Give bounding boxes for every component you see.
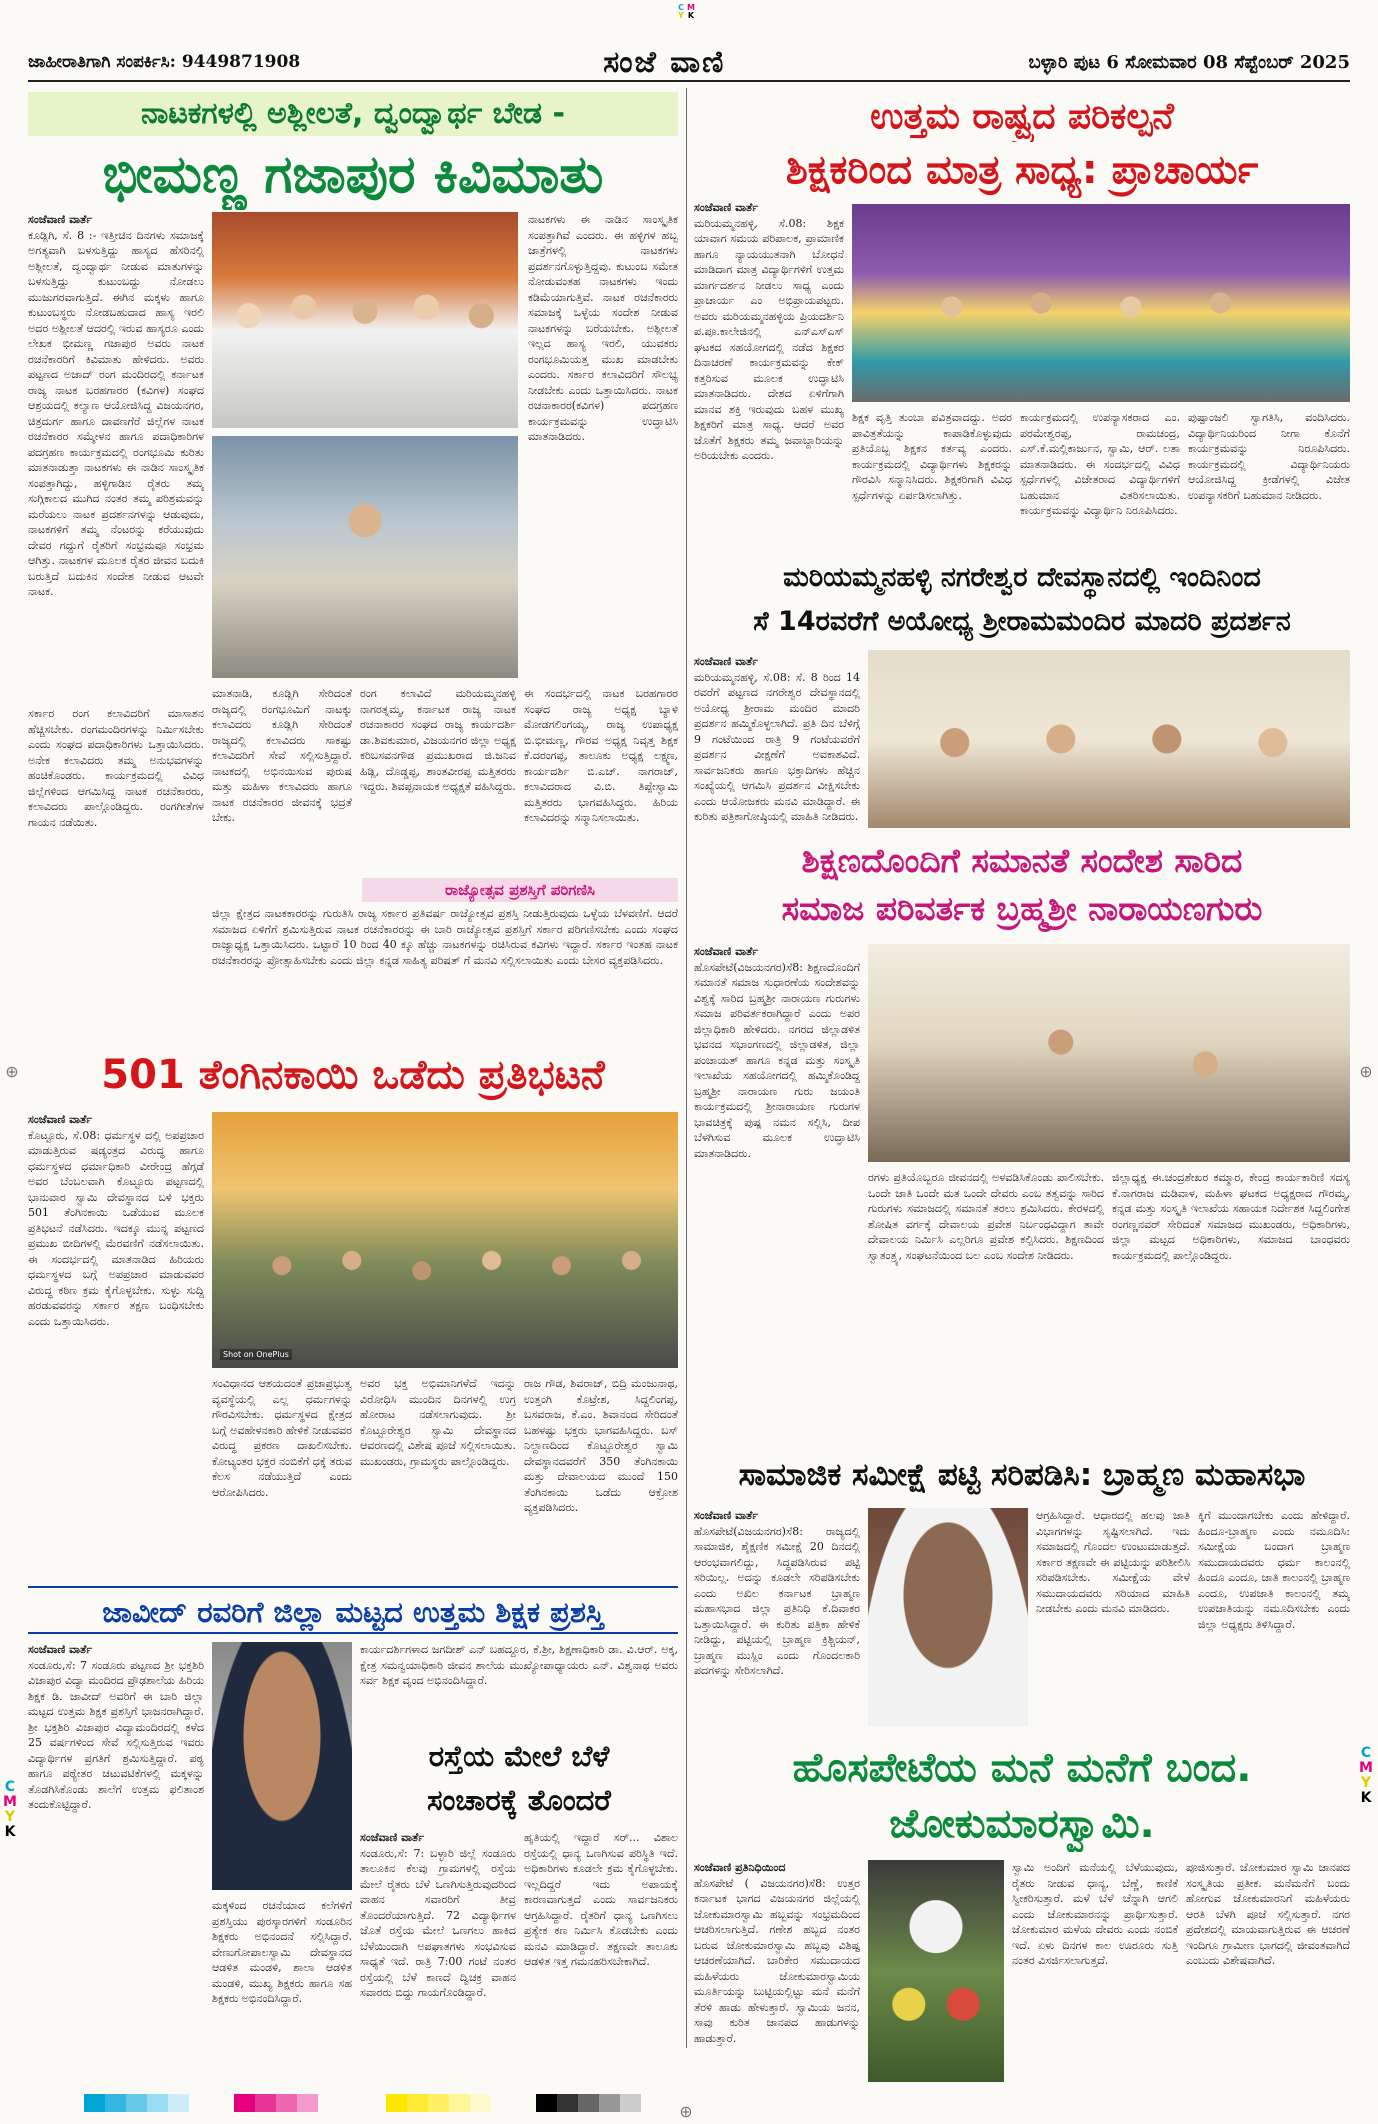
road-body-col-2: ಹೃತಿಯಲ್ಲಿ ಇದ್ದಾರೆ ಸರ್... ವಿಶಾಲ ರಸ್ತೆಯಲ್ಲಿ ಧಾನ್ಯ ಒಣಗಿಸುವ ಪರಿಸ್ಥಿತಿ ಇದೆ. ಅಧಿಕಾರಿಗಳು ಕೂಡಲೇ ಕ್ರಮ ಕೈಗೊಳ್ಳಬೇಕು. ಇಲ್ಲದಿದ್ದರೆ ಇದು ಅಪಾಯಕ್ಕೆ ಕಾರಣವಾಗುತ್ತದೆ ಎಂದು ಸಾರ್ವಜನಿಕರು ಆಗ್ರಹಿಸಿದ್ದಾರೆ. ರೈತರಿಗೆ ಧಾನ್ಯ ಒಣಗಿಸಲು ಪ್ರತ್ಯೇಕ ಕಣ ನಿರ್ಮಿಸಿ ಕೊಡಬೇಕು ಎಂದು ಮನವಿ ಮಾಡಿದ್ದಾರೆ. ತಕ್ಷಣವೇ ತಾಲೂಕು ಆಡಳಿತ ಇತ್ತ ಗಮನಹರಿಸಬೇಕಾಗಿದೆ. bbox=[524, 1831, 678, 1968]
road-body-col-1: ಸಂಜೆವಾಣಿ ವಾರ್ತೆ ಸಂಡೂರು,ಸೆ: 7: ಬಳ್ಳಾರಿ ಜಿಲ್ಲೆ ಸಂಡೂರು ತಾಲೂಕಿನ ಕೆಲವು ಗ್ರಾಮಗಳಲ್ಲಿ ರಸ್ತೆಯ ಮೇಲೆ ರೈತರು ಬೆಳೆ ಒಣಗಿಸುತ್ತಿರುವುದರಿಂದ ವಾಹನ ಸವಾರರಿಗೆ ತೀವ್ರ ತೊಂದರೆಯಾಗುತ್ತಿದೆ. 72 ವಿದ್ಯಾರ್ಥಿಗಳ ಜೊತೆ ರಸ್ತೆಯ ಮೇಲೆ ಒಣಗಲು ಹಾಕಿದ ಬೆಳೆಯಿಂದಾಗಿ ಅಪಘಾತಗಳು ಸಂಭವಿಸುವ ಸಾಧ್ಯತೆ ಇದೆ. ರಾತ್ರಿ 7:00 ಗಂಟೆ ನಂತರ ರಸ್ತೆಯಲ್ಲಿ ಬೆಳೆ ಕಾಣದೆ ದ್ವಿಚಕ್ರ ವಾಹನ ಸವಾರರು ಬಿದ್ದು ಗಾಯಗೊಂಡಿದ್ದಾರೆ. bbox=[360, 1831, 516, 1999]
ayodhya-headline-1: ಮರಿಯಮ್ಮನಹಳ್ಳಿ ನಗರೇಶ್ವರ ದೇವಸ್ಥಾನದಲ್ಲಿ ಇಂದಿನಿಂದ bbox=[783, 562, 1261, 593]
jokumara-headline-1: ಹೊಸಪೇಟೆಯ ಮನೆ ಮನೆಗೆ ಬಂದ. bbox=[792, 1745, 1252, 1791]
jokumara-headline-2: ಜೋಕುಮಾರಸ್ವಾಮಿ. bbox=[889, 1801, 1155, 1847]
registration-mark-bottom: ⊕ bbox=[679, 2102, 693, 2121]
drama-body-col-1: ಸಂಜೆವಾಣಿ ವಾರ್ತೆ ಕೂಡ್ಲಿಗಿ, ಸೆ. 8 :- ಇತ್ತೀಚಿನ ದಿನಗಳು ಸಮಾಜಕ್ಕೆ ಅಗತ್ಯವಾಗಿ ಬಳಸುತ್ತಿದ್ದು ಹಾಸ್ಯದ ಹೆಸರಿನಲ್ಲಿ ಅಶ್ಲೀಲತೆ, ದ್ವಂದ್ವಾರ್ಥ ನೀಡುವ ಮಾತುಗಳನ್ನು ಬಳಸುತ್ತಿದ್ದು ಕುಟುಂಬದ್ದು ನೋಡಲು ಮುಜುಗರವಾಗುತ್ತಿದೆ. ಈಗಿನ ಮಕ್ಕಳು ಹಾಗೂ ಕುಟುಂಬಸ್ಥರು ನೋಡಬಹುದಾದ ಹಾಸ್ಯ ಇರಲಿ ಅದರ ಅಶ್ಲೀಲತೆ ಆದರಲ್ಲಿ ಇರುವ ಹಾಸ್ಯರೂ ಎಂದು ಲೇಖಕ ಭೀಮಣ್ಣ ಗಜಾಪುರ ಅವರು ನಾಟಕ ರಚನೆಕಾರರಿಗೆ ಕಿವಿಮಾತು ಹೇಳಿದರು. ಅವರು ಪಟ್ಟಣದ ಅಜಾದ್ ರಂಗ ಮಂದಿರದಲ್ಲಿ ಕರ್ನಾಟಕ ರಾಜ್ಯ ನಾಟಕ ಬರಹಗಾರರ (ಕವಿಗಳ) ಸಂಘದ ಆಶ್ರಯದಲ್ಲಿ ಕಲ್ಯಾಣ ಆಯೋಜಿಸಿದ್ದ ವಿಜಯನಗರ, ಚಿತ್ರದುರ್ಗ ಹಾಗೂ ದಾವಣಗೆರೆ ಜಿಲ್ಲೆಗಳ ನಾಟಕ ರಚನೆಕಾರರ ಸಮ್ಮೇಳನ ಹಾಗೂ ಪದಾಧಿಕಾರಿಗಳ ಪದಗ್ರಹಣ ಕಾರ್ಯಕ್ರಮದಲ್ಲಿ ರಂಗಭೂಮಿ ಕುರಿತು ಮಾತನಾಡುತ್ತಾ ನಾಟಕಗಳು ಈ ನಾಡಿನ ಸಾಂಸ್ಕೃತಿಕ ಸಂಪತ್ತಾಗಿದ್ದು, ಹಳ್ಳಿಗಾಡಿನ ರೈತರು ತಮ್ಮ ಸುಗ್ಗಿಕಾಲದ ಮುಗಿದ ನಂತರ ತಮ್ಮ ಪರಿಶ್ರಮವನ್ನು ಮರೆಯಲು ನಾಟಕ ಪ್ರದರ್ಶನಗಳನ್ನು ಆಡುವುದು, ನಾಟಕಗಳಿಗೆ ತಮ್ಮ ನೆಂಟರನ್ನು ಕರೆಯುವುದು ದೇವರ ಗದ್ದುಗೆ ರೈತರಿಗೆ ಸಂಭ್ರಮವೂ ಸಂಭ್ರಮ ಆಗಿತ್ತು. ನಾಟಕಗಳ ಮೂಲಕ ರೈತರ ಜೀವನ ಬದುಕಿ ಬರುತ್ತಿದೆ ಬದುಕಿನ ಸಂದೇಶ ನೀಡುವ ಆಟವೇ ನಾಟಕ. bbox=[28, 213, 204, 598]
drama-body-col-4b: ಈ ಸಂದರ್ಭದಲ್ಲಿ ನಾಟಕ ಬರಹಗಾರರ ಸಂಘದ ರಾಜ್ಯ ಅಧ್ಯಕ್ಷ ಬ್ಯಾಳಿ ಮೋಡಗಲಿಂಗಯ್ಯ, ರಾಜ್ಯ ಉಪಾಧ್ಯಕ್ಷ ಬಿ.ಭೀಮಣ್ಣ, ಗೌರವ ಅಧ್ಯಕ್ಷ ನಿವೃತ್ತ ಶಿಕ್ಷಕ ಕೆ.ದರಂಗಪ್ಪ, ತಾಲೂಕು ಅಧ್ಯಕ್ಷ ಲಕ್ಷ್ಮಣ, ಕಾರ್ಯದರ್ಶಿ ಬಿ.ಎಚ್. ನಾಗರಾಜ್, ಕಲಾವಿದರಾದ ವಿ.ಬಿ. ತಿಪ್ಪೇಸ್ವಾಮಿ ಮತ್ತಿತರರು ಭಾಗವಹಿಸಿದ್ದರು. ಹಿರಿಯ ಕಲಾವಿದರನ್ನು ಸನ್ಮಾನಿಸಲಾಯಿತು. bbox=[524, 687, 678, 824]
coconut-body-col-4: ರಾಜ ಗೌಡ, ಶಿವರಾಜ್, ಬಿದ್ರಿ ಮಂಜುನಾಥ, ಉತ್ತಂಗಿ ಕೊಟ್ರೇಶ, ಸಿದ್ದಲಿಂಗಪ್ಪ, ಬಸವರಾಜ, ಕೆ.ಎಂ. ಶಿವಾನಂದ ಸೇರಿದಂತೆ ಬಹಳಷ್ಟು ಭಕ್ತರು ಭಾಗವಹಿಸಿದ್ದರು. ಬಸ್ ನಿಲ್ದಾಣದಿಂದ ಕೊಟ್ಟೂರೇಶ್ವರ ಸ್ವಾಮಿ ದೇವಸ್ಥಾನದವರೆಗೆ 350 ತೆಂಗಿನಕಾಯಿ ಮತ್ತು ದೇವಾಲಯದ ಮುಂದೆ 150 ತೆಂಗಿನಕಾಯಿ ಒಡೆದು ಆಕ್ರೋಶ ವ್ಯಕ್ತಪಡಿಸಿದರು. bbox=[524, 1377, 678, 1514]
ideal-nation-body-col-1: ಸಂಜೆವಾಣಿ ವಾರ್ತೆ ಮರಿಯಮ್ಮನಹಳ್ಳಿ, ಸೆ.08: ಶಿಕ್ಷಕ ಯಾವಾಗ ಸಮಯ ಪರಿಪಾಲಕ, ಪ್ರಾಮಾಣಿಕ ಹಾಗೂ ನ್ಯಾಯಯುತನಾಗಿ ಬೋಧನೆ ಮಾಡಿದಾಗ ಮಾತ್ರ ವಿದ್ಯಾರ್ಥಿಗಳಿಗೆ ಉತ್ತಮ ಮಾರ್ಗದರ್ಶನ ನೀಡಲು ಸಾಧ್ಯ ಎಂದು ಪ್ರಾಚಾರ್ಯ ಎಂ ಅಭಿಪ್ರಾಯಪಟ್ಟರು. ಅವರು ಮರಿಯಮ್ಮನಹಳ್ಳಿಯ ಪ್ರಿಯದರ್ಶಿನಿ ಪ.ಪೂ.ಕಾಲೇಜಿನಲ್ಲಿ ಎನ್ಎಸ್ಎಸ್ ಘಟಕದ ಸಹಯೋಗದಲ್ಲಿ ನಡೆದ ಶಿಕ್ಷಕರ ದಿನಾಚರಣೆ ಕಾರ್ಯಕ್ರಮವನ್ನು ಕೇಕ್ ಕತ್ತರಿಸುವ ಮೂಲಕ ಉದ್ಘಾಟಿಸಿ ಮಾತನಾಡಿದರು. ದೇಶದ ಏಳಿಗೆಗಾಗಿ ಮಾನವ ಶಕ್ತಿ ಇರುವುದು ಬಹಳ ಮುಖ್ಯ ಶಿಕ್ಷಕರಿಗೆ ಮಾತ್ರ ಸಾಧ್ಯ. ಆದರೆ ಅವರ ಜೊತೆಗೆ ಶಿಕ್ಷಕರು ತಮ್ಮ ಜವಾಬ್ದಾರಿಯನ್ನು ಅರಿಯಬೇಕು ಎಂದರು. bbox=[694, 201, 844, 462]
drama-headline-2: ಭೀಮಣ್ಣ ಗಜಾಪುರ ಕಿವಿಮಾತು bbox=[102, 145, 604, 205]
teacher-body-col-1: ಸಂಜೆವಾಣಿ ವಾರ್ತೆ ಸಂಡೂರು,ಸೆ: 7 ಸಂಡೂರು ಪಟ್ಟಣದ ಶ್ರೀ ಭಕ್ತಶಿರಿ ವಿಜಾಪುರ ವಿದ್ಯಾ ಮಂದಿರದ ಪ್ರೌಢಶಾಲೆಯ ಹಿರಿಯ ಶಿಕ್ಷಕ ಡಿ. ಜಾವೀದ್ ಅವರಿಗೆ ಈ ಬಾರಿ ಜಿಲ್ಲಾ ಮಟ್ಟದ ಉತ್ತಮ ಶಿಕ್ಷಕ ಪ್ರಶಸ್ತಿಗೆ ಭಾಜನರಾಗಿದ್ದಾರೆ. ಶ್ರೀ ಭಕ್ತಶಿರಿ ವಿಜಾಪುರ ವಿದ್ಯಾಮಂದಿರದಲ್ಲಿ ಕಳೆದ 25 ವರ್ಷಗಳಿಂದ ಸೇವೆ ಸಲ್ಲಿಸುತ್ತಿರುವ ಇವರು ವಿದ್ಯಾರ್ಥಿಗಳ ಪ್ರಗತಿಗೆ ಶ್ರಮಿಸುತ್ತಿದ್ದಾರೆ. ಪಠ್ಯ ಹಾಗೂ ಪಠ್ಯೇತರ ಚಟುವಟಿಕೆಗಳಲ್ಲಿ ಮಕ್ಕಳನ್ನು ತೊಡಗಿಸಿಕೊಂಡು ಶಾಲೆಗೆ ಉತ್ತಮ ಫಲಿತಾಂಶ ತಂದುಕೊಟ್ಟಿದ್ದಾರೆ. bbox=[28, 1643, 204, 1811]
rajyotsava-box-title: ರಾಜ್ಯೋತ್ಸವ ಪ್ರಶಸ್ತಿಗೆ ಪರಿಗಣಿಸಿ bbox=[362, 878, 678, 902]
narayanaguru-headline-1: ಶಿಕ್ಷಣದೊಂದಿಗೆ ಸಮಾನತೆ ಸಂದೇಶ ಸಾರಿದ bbox=[801, 841, 1243, 880]
drama-body-col-4: ನಾಟಕಗಳು ಈ ನಾಡಿನ ಸಾಂಸ್ಕೃತಿಕ ಸಂಪತ್ತಾಗಿವೆ ಎಂದರು. ಈ ಹಳ್ಳಿಗಳ ಹಬ್ಬ ಜಾತ್ರೆಗಳಲ್ಲಿ ನಾಟಕಗಳು ಪ್ರದರ್ಶನಗೊಳ್ಳುತ್ತಿದ್ದವು. ಕುಟುಂಬ ಸಮೇತ ನೋಡುವಂತಹ ನಾಟಕಗಳು ಇಂದು ಕಡಿಮೆಯಾಗುತ್ತಿವೆ. ನಾಟಕ ರಚನೆಕಾರರು ಸಮಾಜಕ್ಕೆ ಒಳ್ಳೆಯ ಸಂದೇಶ ನೀಡುವ ನಾಟಕಗಳನ್ನು ಬರೆಯಬೇಕು. ಅಶ್ಲೀಲತೆ ಇಲ್ಲದ ಹಾಸ್ಯ ಇರಲಿ, ಯುವಕರು ರಂಗಭೂಮಿಯತ್ತ ಮುಖ ಮಾಡಬೇಕು ಎಂದರು. ಸರ್ಕಾರ ಕಲಾವಿದರಿಗೆ ಸೌಲಭ್ಯ ನೀಡಬೇಕು ಎಂದು ಒತ್ತಾಯಿಸಿದರು. ನಾಟಕ ರಚನಾಕಾರರ(ಕವಿಗಳ) ಪದಗ್ರಹಣ ಕಾರ್ಯಕ್ರಮವನ್ನು ಉದ್ಘಾಟಿಸಿ ಮಾತನಾಡಿದರು. bbox=[528, 213, 678, 443]
jokumara-body-col-3: ಪೂಜಿಸುತ್ತಾರೆ. ಜೋಕುಮಾರ ಸ್ವಾಮಿ ಜಾನಪದ ಸಂಸ್ಕೃತಿಯ ಪ್ರತೀಕ. ಮನೆಮನೆಗೆ ಬಂದು ಹೋಗುವ ಜೋಕುಮಾರನಿಗೆ ಮಹಿಳೆಯರು ಆರತಿ ಬೆಳಗಿ ಪೂಜೆ ಸಲ್ಲಿಸುತ್ತಾರೆ. ನಗರ ಪ್ರದೇಶದಲ್ಲಿ ಮಾಯವಾಗುತ್ತಿರುವ ಈ ಆಚರಣೆ ಇಂದಿಗೂ ಗ್ರಾಮೀಣ ಭಾಗದಲ್ಲಿ ಜೀವಂತವಾಗಿದೆ ಎಂಬುದು ವಿಶೇಷವಾಗಿದೆ. bbox=[1186, 1861, 1350, 1967]
ideal-nation-headline-1: ಉತ್ತಮ ರಾಷ್ಟ್ರದ ಪರಿಕಲ್ಪನೆ bbox=[870, 96, 1174, 137]
teacher-portrait-photo bbox=[212, 1642, 352, 1890]
drama-body-col-3: ರಂಗ ಕಲಾವಿದೆ ಮರಿಯಮ್ಮನಹಳ್ಳಿ ನಾಗರತ್ನಮ್ಮ, ಕರ್ನಾಟಕ ರಾಜ್ಯ ನಾಟಕ ರಚನಾಕಾರರ ಸಂಘದ ರಾಜ್ಯ ಕಾರ್ಯದರ್ಶಿ ಡಾ.ಶಿವಕುಮಾರ, ವಿಜಯನಗರ ಜಿಲ್ಲಾ ಅಧ್ಯಕ್ಷ ಕರಿಬಸವನಗೌಡ ಪ್ರಮುಖರಾದ ಜಿ.ಜನಿವ ಹಿಡ್ಲಿ, ದೊಡ್ಡಪ್ಪ, ಶಾಂತವೀರಪ್ಪ ಮತ್ತಿತರರು ಇದ್ದರು. ಶಿವಪ್ಪನಾಯಕ ಅಧ್ಯಕ್ಷತೆ ವಹಿಸಿದ್ದರು. bbox=[360, 687, 516, 793]
narayanaguru-body-col-3: ಜಿಲ್ಲಾಧ್ಯಕ್ಷ ಈ.ಚಂದ್ರಶೇಖರ ಕಮ್ಮಾರ, ಕೇಂದ್ರ ಕಾರ್ಯಕಾರಿಣಿ ಸದಸ್ಯ ಕೆ.ನಾಗರಾಜ ಮಡಿವಾಳ, ಮಹಿಳಾ ಘಟಕದ ಅಧ್ಯಕ್ಷರಾದ ಗೌರಮ್ಮ, ಕನ್ನಡ ಮತ್ತು ಸಂಸ್ಕೃತಿ ಇಲಾಖೆಯ ಸಹಾಯಕ ನಿರ್ದೇಶಕ ಸಿದ್ದಲಿಂಗೇಶ ರಂಗಣ್ಣನವರ್ ಸೇರಿದಂತೆ ಸಮಾಜದ ಮುಖಂಡರು, ಅಧಿಕಾರಿಗಳು, ಜಿಲ್ಲಾ ಮಟ್ಟದ ಅಧಿಕಾರಿಗಳು, ಸಮಾಜದ ಬಾಂಧವರು ಕಾರ್ಯಕ್ರಮದಲ್ಲಿ ಪಾಲ್ಗೊಂಡಿದ್ದರು. bbox=[1112, 1171, 1350, 1262]
jokumara-idol-photo bbox=[868, 1860, 1004, 2082]
registration-mark-right: ⊕ bbox=[1359, 1062, 1373, 1081]
drama-body-col-1b: ಸರ್ಕಾರ ರಂಗ ಕಲಾವಿದರಿಗೆ ಮಾಸಾಶನ ಹೆಚ್ಚಿಸಬೇಕು. ರಂಗಮಂದಿರಗಳನ್ನು ನಿರ್ಮಿಸಬೇಕು ಎಂದು ಸಂಘದ ಪದಾಧಿಕಾರಿಗಳು ಒತ್ತಾಯಿಸಿದರು. ಅನೇಕ ಕಲಾವಿದರು ತಮ್ಮ ಅನುಭವಗಳನ್ನು ಹಂಚಿಕೊಂಡರು. ಕಾರ್ಯಕ್ರಮದಲ್ಲಿ ವಿವಿಧ ಜಿಲ್ಲೆಗಳಿಂದ ಆಗಮಿಸಿದ್ದ ನಾಟಕ ರಚನೆಕಾರರು, ಕಲಾವಿದರು ಪಾಲ್ಗೊಂಡಿದ್ದರು. ರಂಗಗೀತೆಗಳ ಗಾಯನ ನಡೆಯಿತು. bbox=[28, 707, 204, 829]
coconut-body-col-3: ಅವರ ಭಕ್ತ ಅಭಿಮಾನಿಗಳೆದೆ ಇದನ್ನು ವಿರೋಧಿಸಿ ಮುಂದಿನ ದಿನಗಳಲ್ಲಿ ಉಗ್ರ ಹೋರಾಟ ನಡೆಸಲಾಗುವುದು. ಶ್ರೀ ಕೊಟ್ಟೂರೇಶ್ವರ ಸ್ವಾಮಿ ದೇವಸ್ಥಾನದ ಆವರಣದಲ್ಲಿ ವಿಶೇಷ ಪೂಜೆ ಸಲ್ಲಿಸಲಾಯಿತು. ಮುಖಂಡರು, ಗ್ರಾಮಸ್ಥರು ಪಾಲ್ಗೊಂಡಿದ್ದರು. bbox=[360, 1377, 516, 1468]
rajyotsava-body: ಜಿಲ್ಲಾ ಕ್ಷೇತ್ರದ ನಾಟಕಕಾರರನ್ನು ಗುರುತಿಸಿ ರಾಜ್ಯ ಸರ್ಕಾರ ಪ್ರತಿವರ್ಷ ರಾಜ್ಯೋತ್ಸವ ಪ್ರಶಸ್ತಿ ನೀಡುತ್ತಿರುವುದು ಒಳ್ಳೆಯ ಬೆಳವಣಿಗೆ. ಆದರೆ ಸಮಾಜದ ಏಳಿಗೆಗೆ ಶ್ರಮಿಸುತ್ತಿರುವ ನಾಟಕ ರಚನೆಕಾರರನ್ನು ಈ ಬಾರಿ ರಾಜ್ಯೋತ್ಸವ ಪ್ರಶಸ್ತಿಗೆ ಸರ್ಕಾರ ಪರಿಗಣಿಸಬೇಕು ಎಂದು ಸಂಘದ ರಾಜ್ಯಾಧ್ಯಕ್ಷ ಒತ್ತಾಯಿಸಿದರು. ಒಟ್ಟಾರೆ 10 ರಿಂದ 40 ಕ್ಕೂ ಹೆಚ್ಚು ನಾಟಕಗಳನ್ನು ರಚಿಸಿರುವ ಕವಿಗಳು ಇದ್ದಾರೆ. ಸರ್ಕಾರ ಇಂತಹ ನಾಟಕ ರಚನೆಕಾರರನ್ನು ಪ್ರೋತ್ಸಾಹಿಸಬೇಕು ಎಂದು ಜಿಲ್ಲಾ ಕನ್ನಡ ಸಾಹಿತ್ಯ ಪರಿಷತ್ ಗೆ ಮನವಿ ಸಲ್ಲಿಸಲಾಯಿತು ಎಂದು ಬೇಸರ ವ್ಯಕ್ತಪಡಿಸಿದರು. bbox=[212, 907, 678, 967]
teacher-headline: ಜಾವೀದ್ ರವರಿಗೆ ಜಿಲ್ಲಾ ಮಟ್ಟದ ಉತ್ತಮ ಶಿಕ್ಷಕ ಪ್ರಶಸ್ತಿ bbox=[28, 1586, 678, 1634]
jokumara-body-col-1: ಸಂಜೆವಾಣಿ ಪ್ರತಿನಿಧಿಯಿಂದ ಹೊಸಪೇಟೆ ( ವಿಜಯನಗರ)ಸೆ8: ಉತ್ತರ ಕರ್ನಾಟಕ ಭಾಗದ ವಿಜಯನಗರ ಜಿಲ್ಲೆಯಲ್ಲಿ ಜೋಕುಮಾರಸ್ವಾಮಿ ಹಬ್ಬವನ್ನು ಸಂಭ್ರಮದಿಂದ ಆಚರಿಸಲಾಗುತ್ತಿದೆ. ಗಣೇಶ ಹಬ್ಬದ ನಂತರ ಬರುವ ಜೋಕುಮಾರಸ್ವಾಮಿ ಹಬ್ಬವು ವಿಶಿಷ್ಟ ಆಚರಣೆಯಾಗಿದೆ. ಬಾರಿಕೇರ ಸಮುದಾಯದ ಮಹಿಳೆಯರು ಜೋಕುಮಾರಸ್ವಾಮಿಯ ಮೂರ್ತಿಯನ್ನು ಬುಟ್ಟಿಯಲ್ಲಿಟ್ಟು ಮನೆ ಮನೆಗೆ ತೆರಳಿ ಹಾಡು ಹೇಳುತ್ತಾರೆ. ಸ್ವಾಮಿಯ ಜನನ, ಸಾವು ಕುರಿತ ಜಾನಪದ ಹಾಡುಗಳನ್ನು ಹಾಡುತ್ತಾರೆ. bbox=[694, 1861, 860, 2045]
drama-body-col-2: ಮಾತನಾಡಿ, ಕೂಡ್ಲಿಗಿ ಸೇರಿದಂತೆ ರಾಜ್ಯದಲ್ಲಿ ರಂಗಭೂಮಿಗೆ ನಾಟಕ್ಕು ಕಲಾವಿದರು ಕೂಡ್ಲಿಗಿ ಸೇರಿದಂತೆ ರಾಜ್ಯದಲ್ಲಿ ಕಲಾವಿದರು ಸಾಕಷ್ಟು ಕಲಾವಿದರಿಗೆ ಸೇವೆ ಸಲ್ಲಿಸುತ್ತಿದ್ದಾರೆ. ನಾಟಕದಲ್ಲಿ ಅಭಿನಯಿಸುವ ಪುರುಷ ಮತ್ತು ಮಹಿಳಾ ಕಲಾವಿದರು ಹಾಗೂ ನಾಟಕ ರಚನೆಕಾರರ ಜೀವನಕ್ಕೆ ಭದ್ರತೆ ಬೇಕು. bbox=[212, 687, 352, 824]
center-column-rule bbox=[686, 88, 687, 2048]
narayanaguru-event-photo bbox=[868, 944, 1350, 1162]
brahmana-body-col-1: ಸಂಜೆವಾಣಿ ವಾರ್ತೆ ಹೊಸಪೇಟೆ(ವಿಜಯನಗರ)ಸೆ8: ರಾಜ್ಯದಲ್ಲಿ ಸಾಮಾಜಿಕ, ಶೈಕ್ಷಣಿಕ ಸಮೀಕ್ಷೆ 20 ದಿನದಲ್ಲಿ ಆರಂಭವಾಗಲಿದ್ದು, ಸಿದ್ಧಪಡಿಸಿರುವ ಪಟ್ಟಿ ಸರಿಯಿಲ್ಲ. ಅದನ್ನು ಕೂಡಲೇ ಸರಿಪಡಿಸಬೇಕು ಎಂದು ಅಖಿಲ ಕರ್ನಾಟಕ ಬ್ರಾಹ್ಮಣ ಮಹಾಸಭಾದ ಜಿಲ್ಲಾ ಪ್ರತಿನಿಧಿ ಕೆ.ದಿವಾಕರ ಒತ್ತಾಯಿಸಿದ್ದಾರೆ. ಈ ಕುರಿತು ಪತ್ರಿಕಾ ಹೇಳಿಕೆ ನೀಡಿದ್ದು, ಪಟ್ಟಿಯಲ್ಲಿ ಬ್ರಾಹ್ಮಣ ಕ್ರಿಶ್ಚಿಯನ್, ಬ್ರಾಹ್ಮಣ ಮುಸ್ಲಿಂ ಎಂದು ಗೊಂದಲಕಾರಿ ಪದಗಳನ್ನು ಸೇರಿಸಲಾಗಿದೆ. bbox=[694, 1509, 860, 1677]
masthead bbox=[28, 44, 1350, 82]
ideal-nation-body-col-3: ಕಾರ್ಯಕ್ರಮದಲ್ಲಿ ಉಪನ್ಯಾಸಕರಾದ ಎಂ. ಪರಮೇಶ್ವರಪ್ಪ, ರಾಮಚಂದ್ರ, ಎಸ್.ಕೆ.ಮಲ್ಲಿಕಾರ್ಜುನ, ಸ್ವಾಮಿ, ಆರ್. ಲತಾ ಮಾತನಾಡಿದರು. ಈ ಸಂದರ್ಭದಲ್ಲಿ ವಿವಿಧ ಸ್ಪರ್ಧೆಗಳಲ್ಲಿ ವಿಜೇತರಾದ ವಿದ್ಯಾರ್ಥಿಗಳಿಗೆ ಬಹುಮಾನ ವಿತರಿಸಲಾಯಿತು. ಕಾರ್ಯಕ್ರಮವನ್ನು ವಿದ್ಯಾರ್ಥಿನಿ ನಿರೂಪಿಸಿದರು. bbox=[1020, 411, 1180, 517]
photo-watermark: Shot on OnePlus bbox=[220, 1349, 292, 1360]
narayanaguru-headline-2: ಸಮಾಜ ಪರಿವರ್ತಕ ಬ್ರಹ್ಮಶ್ರೀ ನಾರಾಯಣಗುರು bbox=[781, 889, 1263, 928]
cyan-color-bar bbox=[84, 2094, 189, 2112]
ideal-nation-headline-2: ಶಿಕ್ಷಕರಿಂದ ಮಾತ್ರ ಸಾಧ್ಯ: ಪ್ರಾಚಾರ್ಯ bbox=[785, 147, 1259, 193]
yellow-color-bar bbox=[386, 2094, 491, 2112]
coconut-protest-photo bbox=[212, 1112, 678, 1368]
ayodhya-body: ಸಂಜೆವಾಣಿ ವಾರ್ತೆ ಮರಿಯಮ್ಮನಹಳ್ಳಿ, ಸೆ.08: ಸೆ. 8 ರಿಂದ 14 ರವರೆಗೆ ಪಟ್ಟಣದ ನಗರೇಶ್ವರ ದೇವಸ್ಥಾನದಲ್ಲಿ ಅಯೋಧ್ಯ ಶ್ರೀರಾಮ ಮಂದಿರ ಮಾದರಿ ಪ್ರದರ್ಶನ ಹಮ್ಮಿಕೊಳ್ಳಲಾಗಿದೆ. ಪ್ರತಿ ದಿನ ಬೆಳಿಗ್ಗೆ 9 ಗಂಟೆಯಿಂದ ರಾತ್ರಿ 9 ಗಂಟೆಯವರೆಗೆ ಪ್ರದರ್ಶನ ವೀಕ್ಷಣೆಗೆ ಅವಕಾಶವಿದೆ. ಸಾರ್ವಜನಿಕರು ಹಾಗೂ ಭಕ್ತಾದಿಗಳು ಹೆಚ್ಚಿನ ಸಂಖ್ಯೆಯಲ್ಲಿ ಆಗಮಿಸಿ ಪ್ರದರ್ಶನ ವೀಕ್ಷಿಸಬೇಕು ಎಂದು ಆಯೋಜಕರು ಮನವಿ ಮಾಡಿದ್ದಾರೆ. ಈ ಕುರಿತು ಪತ್ರಿಕಾಗೋಷ್ಠಿಯಲ್ಲಿ ಮಾಹಿತಿ ನೀಡಿದರು. bbox=[694, 655, 860, 823]
narayanaguru-body-col-2: ರಗಳು ಪ್ರತಿಯೊಬ್ಬರೂ ಜೀವನದಲ್ಲಿ ಅಳವಡಿಸಿಕೊಂಡು ಪಾಲಿಸಬೇಕು. ಒಂದೇ ಜಾತಿ ಒಂದೇ ಮತ ಒಂದೇ ದೇವರು ಎಂಬ ತತ್ವವನ್ನು ಸಾರಿದ ಗುರುಗಳು ಸಮಾಜದಲ್ಲಿ ಸಮಾನತೆ ತರಲು ಶ್ರಮಿಸಿದರು. ಕೇರಳದಲ್ಲಿ ಶೋಷಿತ ವರ್ಗಕ್ಕೆ ದೇವಾಲಯ ಪ್ರವೇಶ ನಿರ್ಬಂಧವಿದ್ದಾಗ ತಾವೇ ದೇವಾಲಯ ನಿರ್ಮಿಸಿ ಎಲ್ಲರಿಗೂ ಪ್ರವೇಶ ಕಲ್ಪಿಸಿದರು. ಶಿಕ್ಷಣದಿಂದ ಸ್ವಾತಂತ್ರ್ಯ, ಸಂಘಟನೆಯಿಂದ ಬಲ ಎಂಬ ಸಂದೇಶ ನೀಡಿದರು. bbox=[868, 1171, 1104, 1262]
coconut-body-col-1: ಸಂಜೆವಾಣಿ ವಾರ್ತೆ ಕೊಟ್ಟೂರು, ಸೆ.08: ಧರ್ಮಸ್ಥಳ ದಲ್ಲಿ ಅಪಪ್ರಚಾರ ಮಾಡುತ್ತಿರುವ ಷಡ್ಯಂತ್ರದ ವಿರುದ್ಧ ಹಾಗೂ ಧರ್ಮಸ್ಥಳದ ಧರ್ಮಾಧಿಕಾರಿ ವೀರೇಂದ್ರ ಹೆಗ್ಗಡೆ ಅವರ ಬೆಂಬಲವಾಗಿ ಕೊಟ್ಟೂರು ಪಟ್ಟಣದಲ್ಲಿ ಭಾನುವಾರ ಸ್ವಾಮಿ ದೇವಸ್ಥಾನದ ಬಳಿ ಭಕ್ತರು 501 ತೆಂಗಿನಕಾಯಿ ಒಡೆಯುವ ಮೂಲಕ ಪ್ರತಿಭಟನೆ ನಡೆಸಿದರು. ಇದಕ್ಕೂ ಮುನ್ನ ಪಟ್ಟಣದ ಪ್ರಮುಖ ಬೀದಿಗಳಲ್ಲಿ ಮೆರವಣಿಗೆ ನಡೆಸಲಾಯಿತು. ಈ ಸಂದರ್ಭದಲ್ಲಿ ಮಾತನಾಡಿದ ಹಿರಿಯರು ಧರ್ಮಸ್ಥಳದ ಬಗ್ಗೆ ಅಪಪ್ರಚಾರ ಮಾಡುವವರ ವಿರುದ್ಧ ಕಠಿಣ ಕ್ರಮ ಕೈಗೊಳ್ಳಬೇಕು. ಸುಳ್ಳು ಸುದ್ದಿ ಹರಡುವವರನ್ನು ಸರ್ಕಾರ ತಕ್ಷಣ ಬಂಧಿಸಬೇಕು ಎಂದು ಒತ್ತಾಯಿಸಿದರು. bbox=[28, 1113, 204, 1328]
narayanaguru-body-col-1: ಸಂಜೆವಾಣಿ ವಾರ್ತೆ ಹೊಸಪೇಟೆ(ವಿಜಯನಗರ)ಸೆ8: ಶಿಕ್ಷಣದೊಂದಿಗೆ ಸಮಾನತೆ ಸಮಾಜ ಸುಧಾರಣೆಯ ಸಂದೇಶವನ್ನು ವಿಶ್ವಕ್ಕೆ ಸಾರಿದ ಬ್ರಹ್ಮಶ್ರೀ ನಾರಾಯಣ ಗುರುಗಳು ಸಮಾಜ ಪರಿವರ್ತಕರಾಗಿದ್ದಾರೆ ಎಂದು ಅಪರ ಜಿಲ್ಲಾಧಿಕಾರಿ ಹೇಳಿದರು. ನಗರದ ಜಿಲ್ಲಾಡಳಿತ ಭವನದ ಸಭಾಂಗಣದಲ್ಲಿ ಜಿಲ್ಲಾಡಳಿತ, ಜಿಲ್ಲಾ ಪಂಚಾಯತ್ ಹಾಗೂ ಕನ್ನಡ ಮತ್ತು ಸಂಸ್ಕೃತಿ ಇಲಾಖೆಯ ಸಹಯೋಗದಲ್ಲಿ ಹಮ್ಮಿಕೊಂಡಿದ್ದ ಬ್ರಹ್ಮಶ್ರೀ ನಾರಾಯಣ ಗುರು ಜಯಂತಿ ಕಾರ್ಯಕ್ರಮದಲ್ಲಿ ಶ್ರೀನಾರಾಯಣ ಗುರುಗಳ ಭಾವಚಿತ್ರಕ್ಕೆ ಪುಷ್ಪ ನಮನ ಸಲ್ಲಿಸಿ, ದೀಪ ಬೆಳಗಿಸುವ ಮೂಲಕ ಉದ್ಘಾಟಿಸಿ ಮಾತನಾಡಿದರು. bbox=[694, 945, 860, 1160]
ad-contact: ಜಾಹೀರಾತಿಗಾಗಿ ಸಂಪರ್ಕಿಸಿ: 9449871908 bbox=[28, 52, 301, 72]
registration-mark-left: ⊕ bbox=[5, 1062, 19, 1081]
road-headline-1: ರಸ್ತೆಯ ಮೇಲೆ ಬೆಳೆ bbox=[428, 1739, 610, 1773]
magenta-color-bar bbox=[234, 2094, 339, 2112]
right-cmyk-mark: C M Y K bbox=[1359, 1745, 1373, 1806]
teacher-body-col-3: ಕಾರ್ಯದರ್ಶಿಗಳಾದ ಜಗದೀಶ್ ಎನ್ ಬಹದ್ದೂರ, ಕೆ.ಶ್ರೀ, ಶಿಕ್ಷಣಾಧಿಕಾರಿ ಡಾ. ವಿ.ಆರ್. ಅಕ್ಕ, ಕ್ಷೇತ್ರ ಸಮನ್ವಯಾಧಿಕಾರಿ ಜೀವನ ಶಾಲೆಯ ಮುಖ್ಯೋಪಾಧ್ಯಾಯರು ಎನ್. ವಿಶ್ವನಾಥ ಅವರು ಸರ್ವ ಶಿಕ್ಷಕ ವೃಂದ ಅಭಿನಂದಿಸಿದ್ದಾರೆ. bbox=[360, 1643, 678, 1687]
brahmana-portrait-photo bbox=[868, 1508, 1028, 1726]
edition-info: ಬಳ್ಳಾರಿ ಪುಟ 6 ಸೋಮವಾರ 08 ಸೆಪ್ಟೆಂಬರ್ 2025 bbox=[1028, 51, 1350, 73]
road-headline-2: ಸಂಚಾರಕ್ಕೆ ತೊಂದರೆ bbox=[427, 1783, 611, 1817]
drama-felicitation-photo bbox=[212, 212, 518, 428]
left-cmyk-mark: C M Y K bbox=[3, 1779, 17, 1840]
coconut-body-col-2: ಸಂವಿಧಾನದ ಆಶಯದಂತೆ ಪ್ರಜಾಪ್ರಭುತ್ವ ವ್ಯವಸ್ಥೆಯಲ್ಲಿ ಎಲ್ಲ ಧರ್ಮಗಳನ್ನು ಗೌರವಿಸಬೇಕು. ಧರ್ಮಸ್ಥಳದ ಕ್ಷೇತ್ರದ ಬಗ್ಗೆ ಅವಹೇಳನಕಾರಿ ಹೇಳಿಕೆ ನೀಡುವವರ ವಿರುದ್ಧ ಪ್ರಕರಣ ದಾಖಲಿಸಬೇಕು. ಕೋಟ್ಯಂತರ ಭಕ್ತರ ನಂಬಿಕೆಗೆ ಧಕ್ಕೆ ತರುವ ಕೆಲಸ ನಡೆಯುತ್ತಿದೆ ಎಂದು ಆರೋಪಿಸಿದರು. bbox=[212, 1377, 352, 1499]
jokumara-body-col-2: ಸ್ವಾಮಿ ಅಂದಿಗೆ ಮನೆಯಲ್ಲಿ ಬೆಳೆಯುವುದು, ರೈತರು ನೀಡುವ ಧಾನ್ಯ, ಬೆಣ್ಣೆ, ಕಾಣಿಕೆ ಸ್ವೀಕರಿಸುತ್ತಾರೆ. ಮಳೆ ಬೆಳೆ ಚೆನ್ನಾಗಿ ಆಗಲಿ ಎಂದು ಜೋಕುಮಾರನನ್ನು ಪ್ರಾರ್ಥಿಸುತ್ತಾರೆ. ಜೋಕುಮಾರ ಮಳೆಯ ದೇವರು ಎಂದು ನಂಬಿಕೆ ಇದೆ. ಏಳು ದಿನಗಳ ಕಾಲ ಊರೂರು ಸುತ್ತಿ ನಂತರ ವಿಸರ್ಜಿಸಲಾಗುತ್ತದೆ. bbox=[1012, 1861, 1178, 1967]
ayodhya-press-meet-photo bbox=[868, 650, 1350, 828]
ayodhya-headline-2: ಸೆ 14ರವರೆಗೆ ಅಯೋಧ್ಯ ಶ್ರೀರಾಮಮಂದಿರ ಮಾದರಿ ಪ್ರದರ್ಶನ bbox=[753, 606, 1291, 637]
ideal-nation-body-col-4: ಪುಷ್ಪಾಂಜಲಿ ಸ್ವಾಗತಿಸಿ, ವಂದಿಸಿದರು. ವಿದ್ಯಾರ್ಥಿನಿಯರಿಂದ ನೀಗಾ ಕೊನೆಗೆ ಕಾರ್ಯಕ್ರಮವನ್ನು ನಿರೂಪಿಸಿದರು. ಕಾರ್ಯಕ್ರಮದಲ್ಲಿ ವಿದ್ಯಾರ್ಥಿನಿಯರು ಆಯೋಜಿಸಿದ್ದ ಕ್ರೀಡೆಗಳಲ್ಲಿ ವಿಜೇತ ಉಪನ್ಯಾಸಕರಿಗೆ ಬಹುಮಾನ ನೀಡಿದರು. bbox=[1188, 411, 1350, 502]
paper-logo: ಸಂಜೆ ವಾಣಿ bbox=[603, 44, 726, 80]
ideal-nation-stage-photo bbox=[852, 204, 1350, 402]
brahmana-body-col-3: ಕ್ಕಿಗೆ ಮುಂದಾಗಬೇಕು ಎಂದು ಹೇಳಿದ್ದಾರೆ. ಹಿಂದೂ-ಬ್ರಾಹ್ಮಣ ಎಂದು ನಮೂದಿಸಿ: ಸಮೀಕ್ಷೆಯ ಬಂದಾಗ ಬ್ರಾಹ್ಮಣ ಸಮುದಾಯದವರು ಧರ್ಮ ಕಾಲಂನಲ್ಲಿ ಹಿಂದೂ ಎಂದೂ, ಜಾತಿ ಕಾಲಂನಲ್ಲಿ ಬ್ರಾಹ್ಮಣ ಎಂದೂ, ಉಪಜಾತಿ ಕಾಲಂನಲ್ಲಿ ತಮ್ಮ ಉಪಜಾತಿಯನ್ನು ನಮೂದಿಸಬೇಕು ಎಂದು ಜಿಲ್ಲಾ ಅಧ್ಯಕ್ಷರು ತಿಳಿಸಿದ್ದಾರೆ. bbox=[1198, 1509, 1350, 1631]
teacher-body-col-2: ಮಕ್ಕಳಿಂದ ರಚನೆಯಾದ ಕಲೆಗಳಿಗೆ ಪ್ರಶಸ್ತಿಯು ಪುರಸ್ಕಾರಗಳಿಗೆ ಸಂಡೂರಿನ ಶಿಕ್ಷಕರು ಅಭಿನಂದನೆ ಸಲ್ಲಿಸಿದ್ದಾರೆ. ವೇಣುಗೋಪಾಲಸ್ವಾಮಿ ದೇವಸ್ಥಾನದ ಆಡಳಿತ ಮಂಡಳಿ, ಶಾಲಾ ಆಡಳಿತ ಮಂಡಳಿ, ಮುಖ್ಯ ಶಿಕ್ಷಕರು ಹಾಗೂ ಸಹ ಶಿಕ್ಷಕರು ಅಭಿನಂದಿಸಿದ್ದಾರೆ. bbox=[212, 1899, 352, 2005]
cmyk-print-mark: C M Y K bbox=[678, 3, 695, 20]
black-color-bar bbox=[536, 2094, 641, 2112]
brahmana-body-col-2: ಆಗ್ರಹಿಸಿದ್ದಾರೆ. ಆಧಾರದಲ್ಲಿ ಹಲವು ಜಾತಿ ವಿಭಾಗಗಳನ್ನು ಸೃಷ್ಟಿಸಲಾಗಿದೆ. ಇದು ಸಮಾಜದಲ್ಲಿ ಗೊಂದಲ ಉಂಟುಮಾಡುತ್ತದೆ. ಸರ್ಕಾರ ತಕ್ಷಣವೇ ಈ ಪಟ್ಟಿಯನ್ನು ಪರಿಶೀಲಿಸಿ ಸರಿಪಡಿಸಬೇಕು. ಸಮೀಕ್ಷೆಯ ವೇಳೆ ಸಮುದಾಯದವರು ಸರಿಯಾದ ಮಾಹಿತಿ ನೀಡಬೇಕು ಎಂದು ಮನವಿ ಮಾಡಿದರು. bbox=[1036, 1509, 1190, 1615]
drama-speaker-photo bbox=[212, 436, 518, 678]
brahmana-headline: ಸಾಮಾಜಿಕ ಸಮೀಕ್ಷೆ ಪಟ್ಟಿ ಸರಿಪಡಿಸಿ: ಬ್ರಾಹ್ಮಣ ಮಹಾಸಭಾ bbox=[738, 1457, 1306, 1493]
ideal-nation-body-col-2: ಶಿಕ್ಷಕ ವೃತ್ತಿ ತುಂಬಾ ಪವಿತ್ರವಾದದ್ದು. ಅದರ ಪಾವಿತ್ರತೆಯನ್ನು ಕಾಪಾಡಿಕೊಳ್ಳುವುದು ಪ್ರತಿಯೊಬ್ಬ ಶಿಕ್ಷಕನ ಕರ್ತವ್ಯ ಎಂದರು. ಕಾರ್ಯಕ್ರಮದಲ್ಲಿ ವಿದ್ಯಾರ್ಥಿಗಳು ಶಿಕ್ಷಕರನ್ನು ಗೌರವಿಸಿ ಸನ್ಮಾನಿಸಿದರು. ಶಿಕ್ಷಕರಿಗಾಗಿ ವಿವಿಧ ಸ್ಪರ್ಧೆಗಳನ್ನು ಏರ್ಪಡಿಸಲಾಗಿತ್ತು. bbox=[852, 411, 1012, 502]
drama-headline-1: ನಾಟಕಗಳಲ್ಲಿ ಅಶ್ಲೀಲತೆ, ದ್ವಂದ್ವಾರ್ಥ ಬೇಡ - bbox=[28, 92, 678, 136]
coconut-headline: 501 ತೆಂಗಿನಕಾಯಿ ಒಡೆದು ಪ್ರತಿಭಟನೆ bbox=[101, 1052, 605, 1098]
